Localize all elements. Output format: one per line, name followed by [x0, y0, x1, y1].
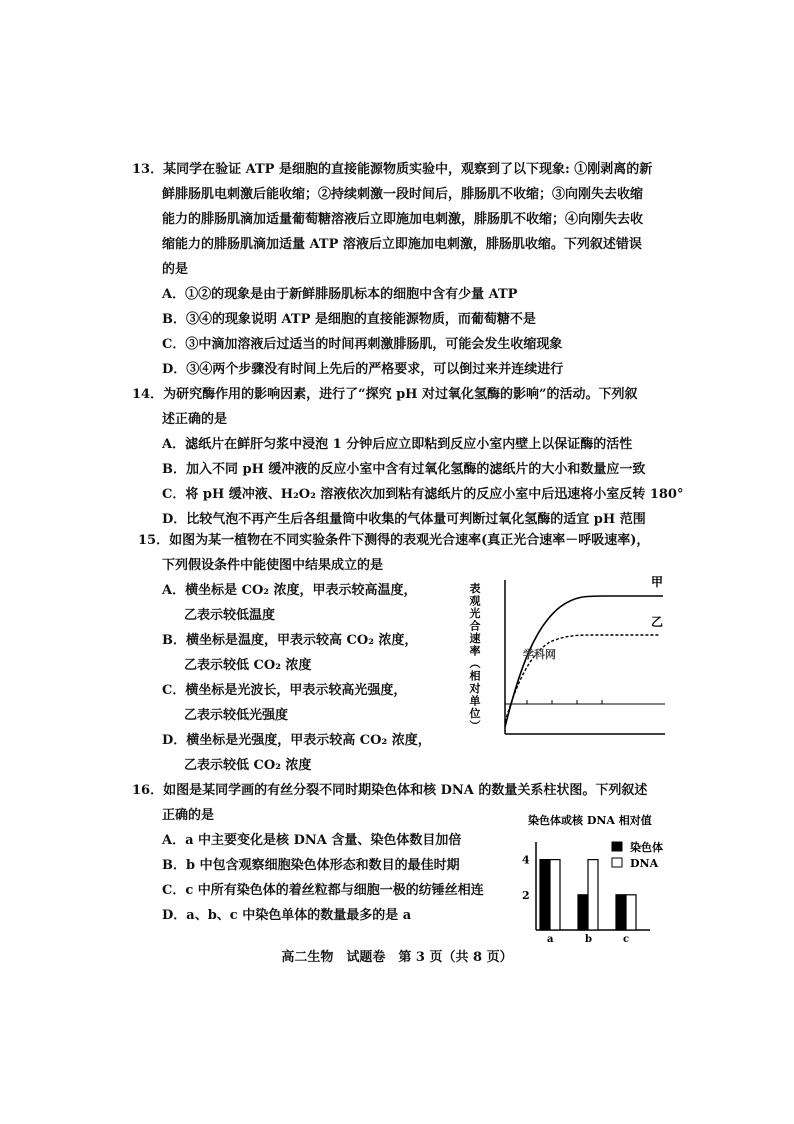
option-text: 将 pH 缓冲液、H₂O₂ 溶液依次加到粘有滤纸片的反应小室中后迅速将小室反转 180°: [185, 487, 684, 502]
curve-jia-label: 甲: [651, 575, 664, 589]
stem-line: 缩能力的腓肠肌滴加适量 ATP 溶液后立即施加电刺激，腓肠肌收缩。下列叙述错误: [162, 237, 642, 252]
question-number: 15．: [138, 533, 170, 548]
stem-line: 的是: [162, 262, 189, 277]
stem-line: 某同学在验证 ATP 是细胞的直接能源物质实验中，观察到了以下现象: ①刚剥离的新: [163, 162, 653, 177]
bar-b-0: [578, 895, 588, 930]
option-label: D．: [162, 362, 187, 377]
legend-label: DNA: [630, 857, 659, 870]
x-tick-label: b: [585, 934, 592, 944]
option-label: A．: [162, 833, 186, 848]
question-13: [132, 157, 672, 382]
watermark: 学科网: [523, 648, 556, 661]
option-label: A．: [162, 287, 186, 302]
option-d-cont: 乙表示较低 CO₂ 浓度: [184, 758, 312, 773]
option-text: a 中主要变化是核 DNA 含量、染色体数目加倍: [185, 833, 462, 848]
option-a-cont: 乙表示较低温度: [184, 608, 276, 623]
option-label: B．: [162, 633, 186, 648]
option-a: [132, 432, 672, 457]
question-13-stem: [132, 157, 672, 182]
photosynthesis-curve-figure: [465, 572, 675, 742]
bar-c-0: [616, 895, 626, 930]
stem-line: 下列假设条件中能使图中结果成立的是: [162, 558, 384, 573]
option-text: 滤纸片在鲜肝匀浆中浸泡 1 分钟后应立即粘到反应小室内壁上以保证酶的活性: [185, 437, 633, 452]
option-label: B．: [162, 312, 186, 327]
stem-line: 鲜腓肠肌电刺激后能收缩；②持续刺激一段时间后，腓肠肌不收缩；③向刚失去收缩: [162, 187, 644, 202]
curve-jia: [505, 596, 663, 727]
stem-line: 如图是某同学画的有丝分裂不同时期染色体和核 DNA 的数量关系柱状图。下列叙述: [163, 783, 648, 798]
stem-line: 述正确的是: [162, 412, 228, 427]
option-label: D．: [162, 733, 187, 748]
option-b-cont: 乙表示较低 CO₂ 浓度: [184, 658, 312, 673]
option-text: 加入不同 pH 缓冲液的反应小室中含有过氧化氢酶的滤纸片的大小和数量应一致: [186, 462, 646, 477]
legend-swatch: [612, 842, 622, 851]
option-label: D．: [162, 512, 187, 527]
question-number: 14．: [132, 387, 164, 402]
x-tick-label: a: [547, 934, 554, 944]
question-15-stem: [138, 528, 678, 553]
option-c: [132, 482, 684, 507]
bar-a-1: [550, 860, 560, 930]
question-number: 16．: [132, 783, 164, 798]
x-tick-label: c: [623, 934, 630, 944]
stem-line: 正确的是: [162, 808, 215, 823]
option-label: D．: [162, 908, 187, 923]
legend-label: 染色体: [630, 841, 663, 854]
bar-c-1: [626, 895, 636, 930]
option-label: B．: [162, 462, 186, 477]
option-text: ③中滴加溶液后过适当的时间再刺激腓肠肌，可能会发生收缩现象: [185, 337, 563, 352]
y-tick-label: 4: [522, 853, 530, 867]
y-tick-label: 2: [522, 888, 530, 902]
option-d: [132, 357, 672, 382]
option-label: C．: [162, 683, 186, 698]
option-text: 横坐标是温度，甲表示较高 CO₂ 浓度，: [186, 633, 418, 648]
option-c: [132, 332, 672, 357]
option-c-cont: 乙表示较低光强度: [184, 708, 289, 723]
option-label: C．: [162, 337, 186, 352]
chart-title: 染色体或核 DNA 相对值: [528, 814, 652, 827]
option-text: a、b、c 中染色单体的数量最多的是 a: [186, 908, 412, 923]
option-label: C．: [162, 883, 186, 898]
question-14: [132, 382, 684, 532]
bar-chart: [508, 812, 708, 944]
option-text: 比较气泡不再产生后各组量筒中收集的气体量可判断过氧化氢酶的适宜 pH 范围: [186, 512, 646, 527]
x-ticks: [527, 700, 602, 704]
option-text: 横坐标是光波长，甲表示较高光强度，: [185, 683, 407, 698]
option-b: [132, 457, 672, 482]
option-label: A．: [162, 583, 186, 598]
option-label: B．: [162, 858, 186, 873]
stem-line: 如图为某一植物在不同实验条件下测得的表观光合速率(真正光合速率－呼吸速率)，: [169, 533, 650, 548]
option-label: C．: [162, 487, 186, 502]
stem-line: 能力的腓肠肌滴加适量葡萄糖溶液后立即施加电刺激，腓肠肌不收缩；④向刚失去收: [162, 212, 644, 227]
option-text: ①②的现象是由于新鲜腓肠肌标本的细胞中含有少量 ATP: [185, 287, 518, 302]
question-16-stem: [132, 778, 672, 803]
question-number: 13．: [132, 162, 164, 177]
option-text: c 中所有染色体的着丝粒都与细胞一极的纺锤丝相连: [185, 883, 484, 898]
y-axis-label: 表观光合速率︵相对单位︶: [469, 582, 481, 733]
question-14-stem: [132, 382, 672, 407]
legend-swatch: [612, 858, 622, 867]
option-text: ③④两个步骤没有时间上先后的严格要求，可以倒过来并连续进行: [186, 362, 564, 377]
option-text: 横坐标是 CO₂ 浓度，甲表示较高温度，: [185, 583, 417, 598]
option-text: b 中包含观察细胞染色体形态和数目的最佳时期: [186, 858, 460, 873]
curve-yi-label: 乙: [651, 615, 664, 629]
option-b: [132, 307, 672, 332]
bar-a-0: [540, 860, 550, 930]
option-text: ③④的现象说明 ATP 是细胞的直接能源物质，而葡萄糖不是: [186, 312, 536, 327]
option-a: [132, 282, 672, 307]
option-text: 横坐标是光强度，甲表示较高 CO₂ 浓度，: [186, 733, 431, 748]
bar-b-1: [588, 860, 598, 930]
page-footer: 高二生物 试题卷 第 3 页（共 8 页）: [281, 950, 513, 965]
option-label: A．: [162, 437, 186, 452]
stem-line: 为研究酶作用的影响因素，进行了“探究 pH 对过氧化氢酶的影响”的活动。下列叙: [163, 387, 638, 402]
